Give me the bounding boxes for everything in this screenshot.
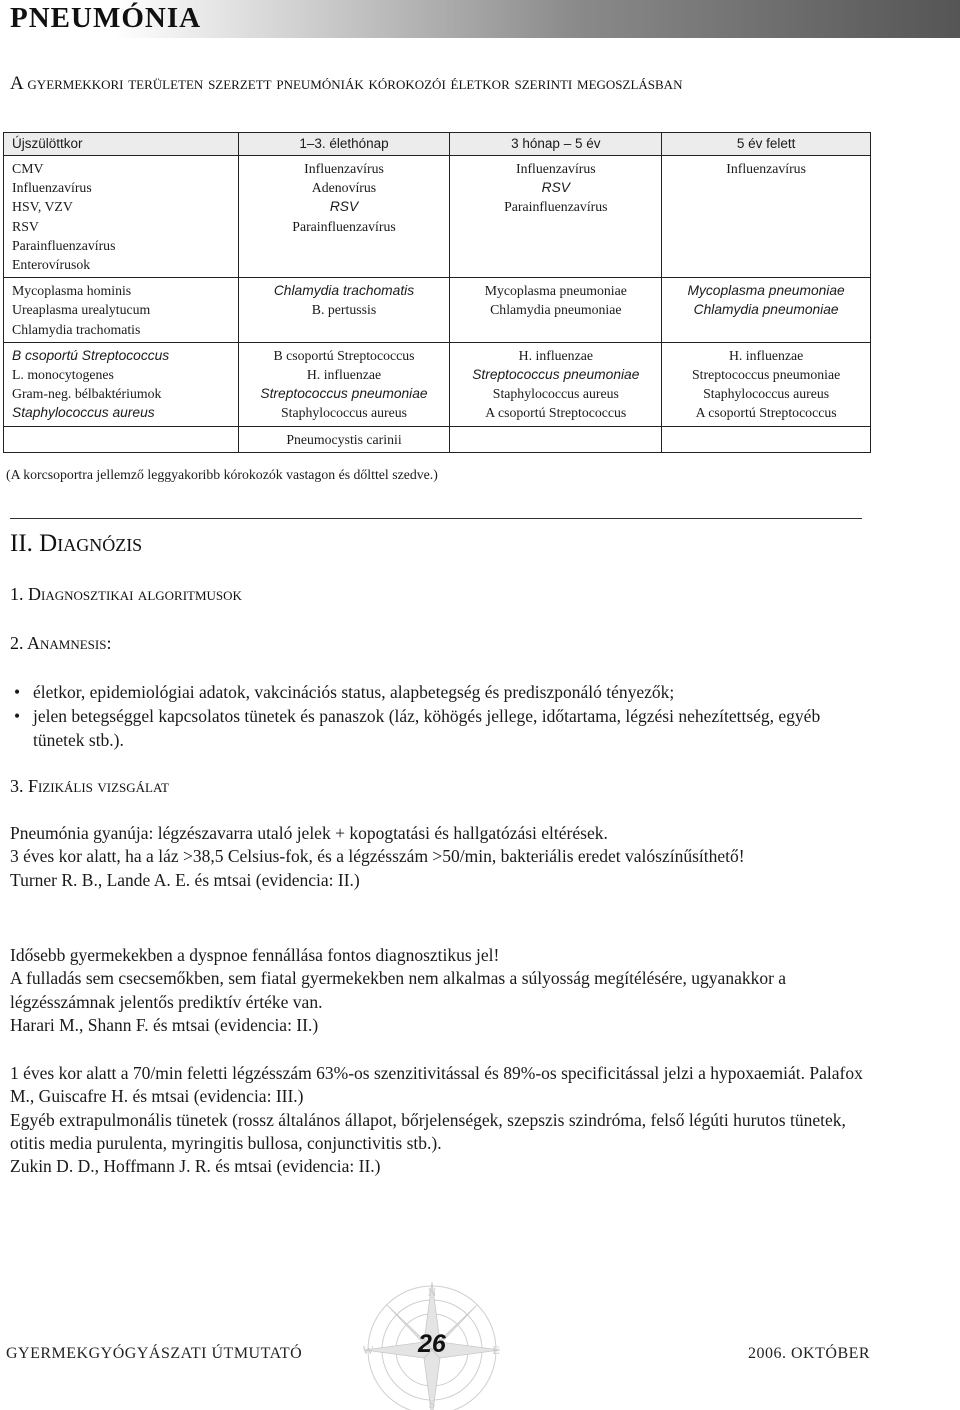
- table-cell: [450, 278, 662, 343]
- pathogen-name: Mycoplasma pneumoniae: [687, 283, 845, 299]
- table-cell: [238, 156, 450, 278]
- pathogen-name: A csoportú Streptococcus: [485, 405, 627, 421]
- anamnesis-list: [12, 680, 872, 752]
- table-cell: [238, 342, 450, 426]
- compass-letter-north: N: [427, 1285, 437, 1299]
- subheading-algorithms: 1. Diagnosztikai algoritmusok: [10, 584, 242, 604]
- table-cell: [662, 426, 871, 452]
- reference: Zukin D. D., Hoffmann J. R. és mtsai (evidencia: II.): [10, 1156, 381, 1177]
- table-cell: [238, 278, 450, 343]
- column-header: 5 év felett: [662, 133, 871, 156]
- paragraph-2: [10, 944, 870, 1037]
- pathogen-name: H. influenzae: [728, 347, 804, 363]
- column-header: 1–3. élethónap: [238, 133, 450, 156]
- pathogen-name: Chlamydia pneumoniae: [490, 302, 622, 318]
- pathogen-name: Influenzavírus: [515, 161, 596, 176]
- paragraph-1: [10, 822, 870, 892]
- pathogen-name: CMV: [12, 161, 44, 176]
- pathogen-name: Chlamydia pneumoniae: [693, 302, 839, 318]
- pathogen-name: HSV, VZV: [12, 199, 73, 215]
- paragraph-3: [10, 1062, 870, 1178]
- table-cell: [450, 426, 662, 452]
- table-cell: [238, 426, 450, 452]
- pathogen-name: Staphylococcus aureus: [12, 405, 155, 421]
- page-title: PNEUMÓNIA: [10, 2, 202, 34]
- pathogen-name: Staphylococcus aureus: [280, 405, 408, 421]
- pathogen-name: B csoportú Streptococcus: [273, 347, 415, 363]
- pathogen-name: RSV: [541, 180, 570, 196]
- table-row: [4, 278, 871, 343]
- table-header-row: [4, 133, 871, 156]
- pathogen-name: H. influenzae: [518, 347, 593, 363]
- reference: Turner R. B., Lande A. E. és mtsai (evidencia: II.): [10, 869, 360, 890]
- column-header: 3 hónap – 5 év: [450, 133, 662, 156]
- table-cell: [4, 342, 239, 426]
- footer-publication: GYERMEKGYÓGYÁSZATI ÚTMUTATÓ: [6, 1345, 303, 1362]
- text-line: 3 éves kor alatt, ha a láz >38,5 Celsius-fok, és a légzésszám >50/min, bakteriális eredet valószínűsíthető!: [10, 846, 745, 867]
- table-cell: [450, 342, 662, 426]
- table-row: [4, 156, 871, 278]
- pathogen-name: Enterovírusok: [12, 257, 91, 273]
- pathogen-name: Ureaplasma urealytucum: [12, 302, 151, 318]
- pathogen-name: Streptococcus pneumoniae: [260, 386, 428, 402]
- text-line: Idősebb gyermekekben a dyspnoe fennállása fontos diagnosztikus jel!: [10, 945, 500, 965]
- text-line: A fulladás sem csecsemőkben, sem fiatal gyermekekben nem alkalmas a súlyosság megítélésére, ugyanakkor a légzésszámnak jelentős prediktív értéke van.: [10, 968, 787, 1012]
- list-item: • jelen betegséggel kapcsolatos tünetek és panaszok (láz, köhögés jellege, időtartama, légzési nehezítettség, egyéb tünetek stb.).: [12, 704, 872, 752]
- compass-letter-south: S: [428, 1397, 436, 1410]
- table-cell: [450, 156, 662, 278]
- table-row: [4, 342, 871, 426]
- pathogen-name: RSV: [12, 218, 39, 234]
- pathogen-name: Streptococcus pneumoniae: [472, 367, 640, 383]
- pathogen-name: L. monocytogenes: [12, 367, 114, 383]
- pathogen-name: H. influenzae: [306, 367, 382, 383]
- pathogen-name: Streptococcus pneumoniae: [691, 367, 841, 383]
- table-row: [4, 426, 871, 452]
- page-number: 26: [418, 1330, 446, 1358]
- subheading-physical-exam: 3. Fizikális vizsgálat: [10, 776, 169, 796]
- pathogen-name: B. pertussis: [311, 302, 377, 318]
- compass-letter-east: E: [492, 1343, 500, 1357]
- pathogen-name: Gram-neg. bélbaktériumok: [12, 386, 162, 402]
- pathogen-name: Adenovírus: [311, 180, 377, 196]
- pathogen-name: Parainfluenzavírus: [292, 218, 396, 234]
- table-cell: [662, 156, 871, 278]
- pathogen-name: Pneumocystis carinii: [286, 431, 402, 447]
- list-item: • életkor, epidemiológiai adatok, vakcinációs status, alapbetegség és prediszponáló tényezők;: [12, 680, 872, 704]
- table-cell: [662, 342, 871, 426]
- pathogen-name: Influenzavírus: [726, 161, 806, 176]
- table-cell: [4, 426, 239, 452]
- pathogen-table: [3, 132, 871, 453]
- pathogen-name: Parainfluenzavírus: [504, 199, 608, 215]
- footer-date: 2006. OKTÓBER: [748, 1345, 871, 1362]
- pathogen-name: RSV: [329, 199, 359, 215]
- table-cell: [662, 278, 871, 343]
- pathogen-name: Chlamydia trachomatis: [12, 321, 141, 337]
- pathogen-name: B csoportú Streptococcus: [12, 347, 170, 363]
- text-line: Egyéb extrapulmonális tünetek (rossz általános állapot, bőrjelenségek, szepszis szindróma, felső légúti hurutos tünetek, otitis media purulenta, myringitis bullosa, conjunctivitis stb.).: [10, 1109, 846, 1153]
- table-cell: [4, 278, 239, 343]
- section-divider: [10, 518, 862, 519]
- section-heading: A gyermekkori területen szerzett pneumóniák kórokozói életkor szerinti megoszlásban: [10, 73, 683, 94]
- diagnosis-heading: II. Diagnózis: [10, 530, 143, 557]
- compass-letter-west: W: [362, 1343, 374, 1357]
- pathogen-name: Mycoplasma hominis: [12, 283, 132, 299]
- pathogen-name: Chlamydia trachomatis: [273, 283, 415, 299]
- subheading-anamnesis: 2. Anamnesis:: [10, 633, 112, 653]
- reference: Harari M., Shann F. és mtsai (evidencia: II.): [10, 1014, 319, 1035]
- text-line: Pneumónia gyanúja: légzészavarra utaló jelek + kopogtatási és hallgatózási eltérések.: [10, 823, 608, 843]
- table-footnote: (A korcsoportra jellemző leggyakoribb kórokozók vastagon és dőlttel szedve.): [6, 467, 438, 482]
- pathogen-name: Mycoplasma pneumoniae: [484, 283, 627, 299]
- pathogen-name: Staphylococcus aureus: [703, 386, 830, 402]
- pathogen-name: Influenzavírus: [304, 161, 384, 176]
- pathogen-name: Staphylococcus aureus: [492, 386, 619, 402]
- text-line: 1 éves kor alatt a 70/min feletti légzésszám 63%-os szenzitivitással és 89%-os specificitással jelzi a hypoxaemiát. Palafox M., Guiscafre H. és mtsai (evidencia: III.): [10, 1063, 863, 1107]
- table-cell: [4, 156, 239, 278]
- column-header: Újszülöttkor: [4, 133, 239, 156]
- pathogen-name: Parainfluenzavírus: [12, 237, 116, 253]
- pathogen-name: Influenzavírus: [12, 180, 92, 196]
- pathogen-name: A csoportú Streptococcus: [695, 405, 837, 421]
- table-body: [4, 156, 871, 453]
